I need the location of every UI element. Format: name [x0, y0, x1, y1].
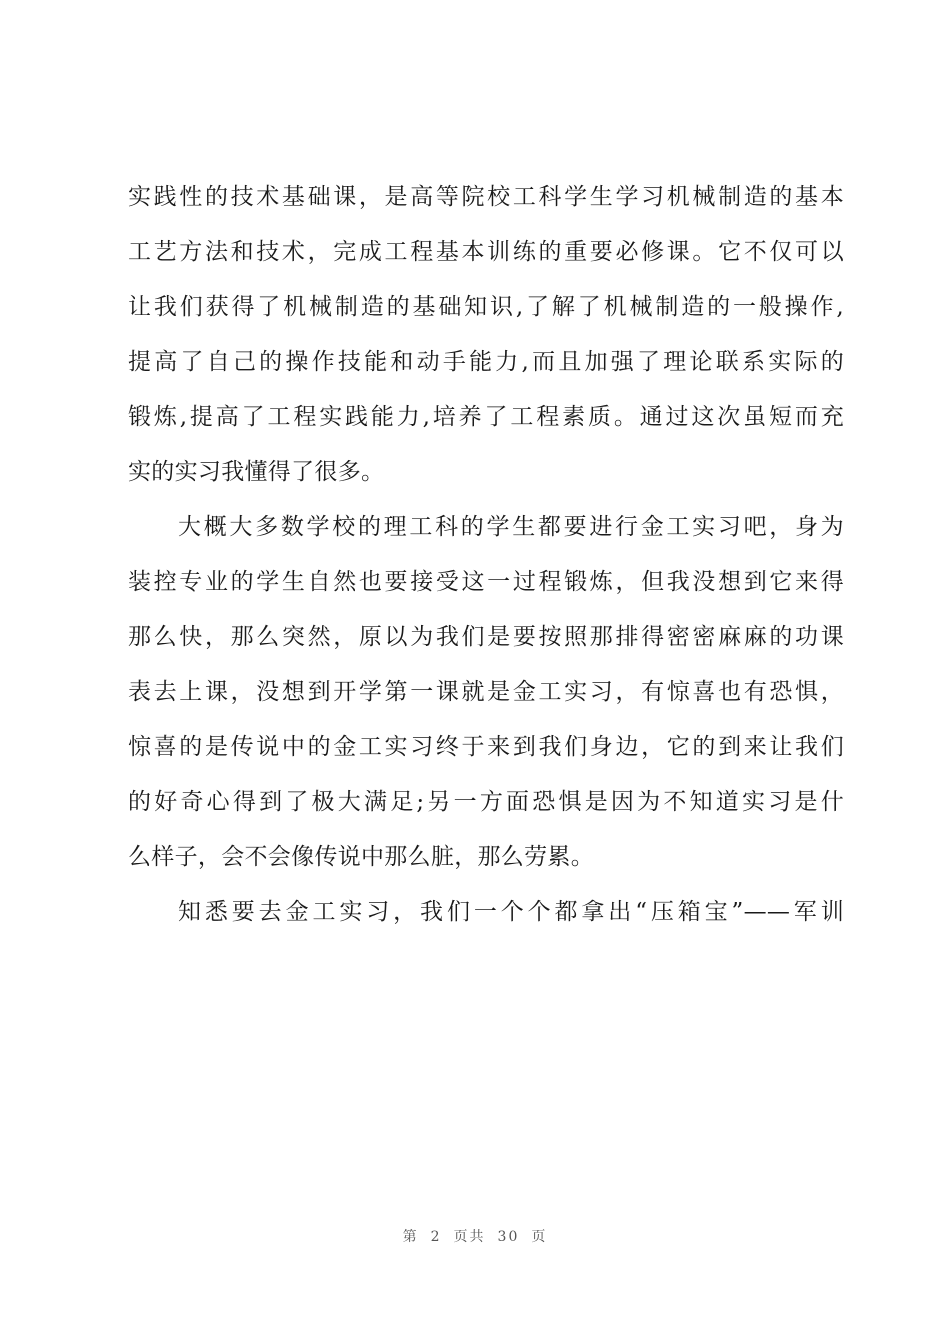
paragraph-line: 惊喜的是传说中的金工实习终于来到我们身边，它的到来让我们: [128, 734, 844, 760]
page-footer: [0, 1226, 950, 1246]
paragraph-line: 锻炼,提高了工程实践能力,培养了工程素质。通过这次虽短而充: [128, 404, 844, 430]
paragraph-line: 工艺方法和技术，完成工程基本训练的重要必修课。它不仅可以: [128, 239, 844, 265]
paragraph-line: 装控专业的学生自然也要接受这一过程锻炼，但我没想到它来得: [128, 569, 844, 595]
paragraph-line: 大概大多数学校的理工科的学生都要进行金工实习吧，身为: [178, 514, 844, 540]
page-number: 2: [430, 1229, 442, 1245]
footer-suffix: 页: [531, 1229, 548, 1245]
paragraph-line: 实的实习我懂得了很多。: [128, 459, 385, 485]
footer-prefix: 第: [402, 1229, 419, 1245]
paragraph-line: 知悉要去金工实习，我们一个个都拿出“压箱宝”——军训: [178, 899, 844, 925]
paragraph-line: 让我们获得了机械制造的基础知识,了解了机械制造的一般操作,: [128, 294, 844, 320]
total-pages: 30: [497, 1229, 520, 1245]
paragraph-line: 提高了自己的操作技能和动手能力,而且加强了理论联系实际的: [128, 349, 844, 375]
document-body: [128, 170, 844, 940]
paragraph-line: 么样子，会不会像传说中那么脏，那么劳累。: [128, 844, 594, 870]
paragraph-line: 的好奇心得到了极大满足;另一方面恐惧是因为不知道实习是什: [128, 789, 844, 815]
paragraph-line: 实践性的技术基础课，是高等院校工科学生学习机械制造的基本: [128, 184, 844, 210]
paragraph-line: 那么快，那么突然，原以为我们是要按照那排得密密麻麻的功课: [128, 624, 844, 650]
paragraph-line: 表去上课，没想到开学第一课就是金工实习，有惊喜也有恐惧，: [128, 679, 844, 705]
footer-middle: 页共: [453, 1229, 486, 1245]
